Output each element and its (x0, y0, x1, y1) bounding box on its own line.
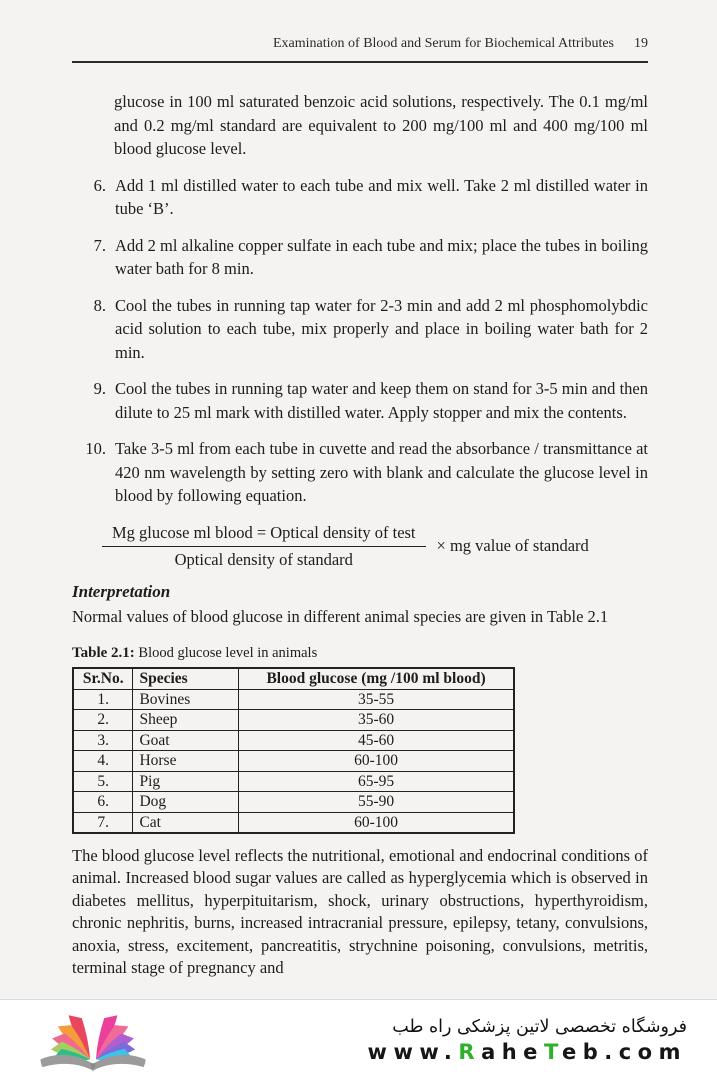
procedure-step-6 (72, 174, 648, 221)
interpretation-paragraph: Normal values of blood glucose in different animal species are given in Table 2.1 (72, 606, 609, 626)
cell-species: Pig (133, 771, 239, 792)
cell-srno: 2. (73, 710, 133, 731)
step-text: Add 1 ml distilled water to each tube and mix well. Take 2 ml distilled water in tube ‘B’. (115, 175, 648, 218)
equation-numerator: Mg glucose ml blood = Optical density of test (102, 523, 426, 547)
table-caption-text: Blood glucose level in animals (134, 645, 318, 661)
blood-glucose-table (72, 667, 515, 834)
cell-glucose: 60-100 (239, 751, 514, 772)
cell-glucose: 35-55 (239, 689, 514, 710)
table-caption (72, 645, 648, 662)
url-mid: ahe (481, 1039, 544, 1064)
cell-glucose: 65-95 (239, 771, 514, 792)
step-text: Cool the tubes in running tap water for 2-3 min and add 2 ml phosphomolybdic acid solution to each tube, mix properly and place in boiling water bath for 2 min. (115, 295, 648, 362)
cell-species: Goat (133, 730, 239, 751)
table-row (73, 771, 514, 792)
page-number: 19 (634, 36, 648, 51)
closing-paragraph: The blood glucose level reflects the nutritional, emotional and endocrinal conditions of animal. Increased blood sugar values are called as hyperglycemia which is observed in diabetes mellitus, hyperpituitarism, shock, urinary obstructions, hyperthyroidism, chronic nephritis, burns, increased intracranial pressure, epilepsy, tetany, convulsions, anoxia, stress, excitement, pancreatitis, strychnine poisoning, convulsions, metritis, terminal stage of pregnancy and (72, 846, 648, 978)
glucose-equation (102, 523, 648, 570)
equation-fraction (102, 523, 426, 570)
table-row (73, 689, 514, 710)
interpretation-heading: Interpretation (72, 581, 171, 601)
step-number: 7. (93, 235, 106, 255)
store-name-farsi: فروشگاه تخصصی لاتین پزشکی راه طب (392, 1016, 687, 1037)
cell-glucose: 60-100 (239, 812, 514, 833)
url-suffix: eb.com (561, 1039, 687, 1064)
table-row (73, 792, 514, 813)
open-book-logo-svg (34, 1003, 152, 1073)
step-number: 6. (93, 175, 106, 195)
cell-species: Dog (133, 792, 239, 813)
publisher-text-block (368, 1017, 717, 1064)
publisher-footer-bar (0, 1000, 717, 1080)
cell-srno: 1. (73, 689, 133, 710)
table-header-row (73, 668, 514, 689)
step-number: 9. (93, 379, 106, 398)
procedure-step-8 (72, 294, 648, 365)
website-url (368, 1040, 687, 1064)
url-prefix: www. (367, 1039, 459, 1064)
table-caption-label: Table 2.1: (72, 645, 135, 661)
equation-multiplier: × mg value of standard (436, 536, 589, 555)
intro-paragraph: glucose in 100 ml saturated benzoic acid solutions, respectively. The 0.1 mg/ml and 0.2 mg/ml standard are equivalent to 200 mg/100 ml and 400 mg/100 ml blood glucose level. (114, 92, 648, 158)
step-text: Cool the tubes in running tap water and keep them on stand for 3-5 min and then dilute to 25 ml mark with distilled water. Apply stopper and mix the contents. (115, 379, 648, 422)
cell-srno: 4. (73, 751, 133, 772)
running-header-title: Examination of Blood and Serum for Biochemical Attributes (273, 36, 614, 51)
step-text: Add 2 ml alkaline copper sulfate in each tube and mix; place the tubes in boiling water bath for 8 min. (115, 235, 648, 278)
cell-species: Bovines (133, 689, 239, 710)
cell-glucose: 55-90 (239, 792, 514, 813)
cell-glucose: 45-60 (239, 730, 514, 751)
table-row (73, 812, 514, 833)
cell-species: Horse (133, 751, 239, 772)
cell-srno: 5. (73, 771, 133, 792)
col-header-srno: Sr.No. (73, 668, 133, 689)
url-letter-t: T (543, 1039, 562, 1064)
procedure-step-9 (72, 377, 648, 424)
step-number: 10. (85, 439, 106, 458)
equation-denominator: Optical density of standard (174, 549, 353, 569)
table-row (73, 730, 514, 751)
col-header-glucose: Blood glucose (mg /100 ml blood) (239, 668, 514, 689)
url-letter-r: R (458, 1039, 482, 1064)
cell-species: Cat (133, 812, 239, 833)
cell-srno: 3. (73, 730, 133, 751)
procedure-step-7 (72, 234, 648, 281)
cell-srno: 7. (73, 812, 133, 833)
step-number: 8. (93, 295, 106, 315)
open-book-logo-icon (34, 1003, 152, 1078)
step-text: Take 3-5 ml from each tube in cuvette and read the absorbance / transmittance at 420 nm wavelength by setting zero with blank and calculate the glucose level in blood by following equation. (115, 439, 648, 505)
table-row (73, 751, 514, 772)
table-row (73, 710, 514, 731)
header-rule (72, 61, 648, 63)
cell-srno: 6. (73, 792, 133, 813)
cell-glucose: 35-60 (239, 710, 514, 731)
procedure-step-10 (72, 437, 648, 508)
running-header (72, 36, 648, 52)
col-header-species: Species (133, 668, 239, 689)
cell-species: Sheep (133, 710, 239, 731)
